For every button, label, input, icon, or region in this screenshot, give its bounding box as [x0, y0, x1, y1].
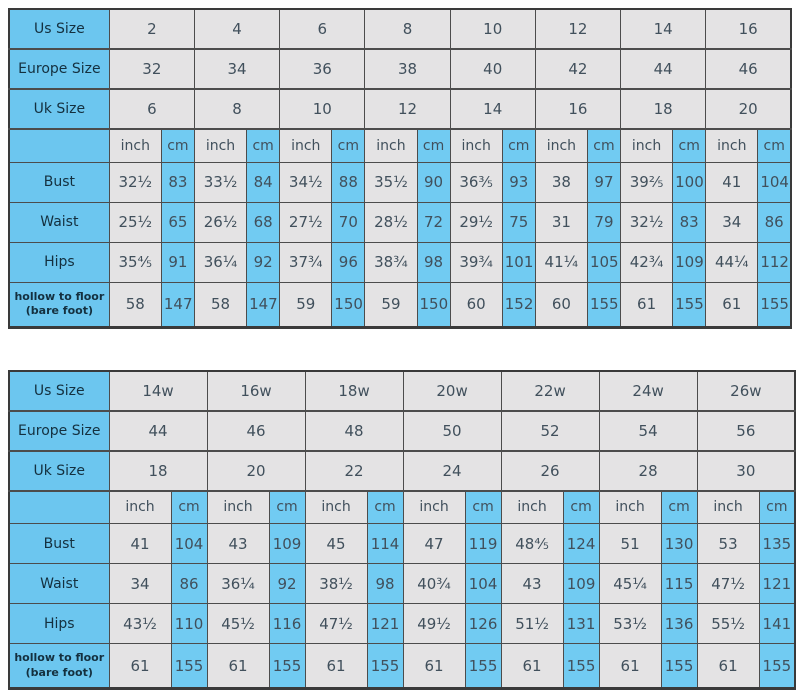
size-value-cell: 8 [194, 89, 279, 129]
size-value-cell: 32 [109, 49, 194, 89]
inch-value-cell: 41¼ [535, 242, 587, 282]
row-label-waist: Waist [9, 564, 109, 604]
cm-value-cell: 92 [269, 564, 305, 604]
cm-value-cell: 130 [661, 524, 697, 564]
cm-value-cell: 155 [758, 282, 791, 327]
standard-size-chart [8, 8, 792, 329]
inch-unit-cell: inch [450, 129, 502, 162]
inch-value-cell: 47½ [697, 564, 759, 604]
cm-value-cell: 155 [367, 644, 403, 689]
cm-value-cell: 86 [758, 202, 791, 242]
inch-value-cell: 34 [706, 202, 758, 242]
inch-unit-cell: inch [706, 129, 758, 162]
cm-value-cell: 141 [759, 604, 795, 644]
inch-value-cell: 47½ [305, 604, 367, 644]
cm-value-cell: 104 [171, 524, 207, 564]
row-label-bust: Bust [9, 162, 109, 202]
cm-value-cell: 86 [171, 564, 207, 604]
size-value-cell: 22 [305, 451, 403, 491]
cm-value-cell: 104 [465, 564, 501, 604]
size-value-cell: 14 [621, 9, 706, 49]
inch-value-cell: 44¼ [706, 242, 758, 282]
row-label-line1: hollow to floor [14, 651, 105, 665]
inch-value-cell: 36¼ [207, 564, 269, 604]
size-value-cell: 22w [501, 371, 599, 411]
inch-value-cell: 40¾ [403, 564, 465, 604]
inch-value-cell: 61 [403, 644, 465, 689]
cm-unit-cell: cm [563, 491, 599, 524]
cm-value-cell: 98 [417, 242, 450, 282]
cm-value-cell: 119 [465, 524, 501, 564]
size-value-cell: 28 [599, 451, 697, 491]
cm-value-cell: 135 [759, 524, 795, 564]
inch-value-cell: 34 [109, 564, 171, 604]
cm-value-cell: 155 [269, 644, 305, 689]
size-value-cell: 54 [599, 411, 697, 451]
size-value-cell: 34 [194, 49, 279, 89]
cm-value-cell: 109 [673, 242, 706, 282]
inch-value-cell: 51 [599, 524, 661, 564]
size-value-cell: 46 [207, 411, 305, 451]
inch-unit-cell: inch [501, 491, 563, 524]
inch-value-cell: 58 [194, 282, 246, 327]
size-value-cell: 24w [599, 371, 697, 411]
size-value-cell: 52 [501, 411, 599, 451]
unit-row-label [9, 491, 109, 524]
inch-value-cell: 58 [109, 282, 161, 327]
size-value-cell: 36 [280, 49, 365, 89]
row-label-us-size: Us Size [9, 371, 109, 411]
cm-value-cell: 91 [161, 242, 194, 282]
size-value-cell: 8 [365, 9, 450, 49]
size-value-cell: 50 [403, 411, 501, 451]
inch-value-cell: 41 [109, 524, 171, 564]
cm-value-cell: 65 [161, 202, 194, 242]
cm-value-cell: 155 [661, 644, 697, 689]
cm-value-cell: 121 [759, 564, 795, 604]
cm-value-cell: 100 [673, 162, 706, 202]
inch-value-cell: 41 [706, 162, 758, 202]
inch-value-cell: 33½ [194, 162, 246, 202]
inch-value-cell: 61 [501, 644, 563, 689]
size-value-cell: 56 [697, 411, 795, 451]
inch-unit-cell: inch [109, 491, 171, 524]
cm-value-cell: 150 [332, 282, 365, 327]
cm-value-cell: 98 [367, 564, 403, 604]
inch-value-cell: 43½ [109, 604, 171, 644]
cm-unit-cell: cm [171, 491, 207, 524]
cm-value-cell: 83 [161, 162, 194, 202]
cm-value-cell: 72 [417, 202, 450, 242]
row-label-europe-size: Europe Size [9, 49, 109, 89]
inch-value-cell: 61 [697, 644, 759, 689]
cm-value-cell: 109 [269, 524, 305, 564]
size-value-cell: 6 [280, 9, 365, 49]
inch-unit-cell: inch [280, 129, 332, 162]
size-value-cell: 12 [365, 89, 450, 129]
cm-unit-cell: cm [332, 129, 365, 162]
inch-value-cell: 36¼ [194, 242, 246, 282]
inch-value-cell: 38 [535, 162, 587, 202]
cm-value-cell: 147 [161, 282, 194, 327]
inch-value-cell: 27½ [280, 202, 332, 242]
size-value-cell: 26w [697, 371, 795, 411]
size-value-cell: 16 [706, 9, 791, 49]
cm-value-cell: 110 [171, 604, 207, 644]
size-value-cell: 16 [535, 89, 620, 129]
row-label-line2: (bare foot) [25, 304, 93, 317]
cm-value-cell: 147 [247, 282, 280, 327]
cm-unit-cell: cm [465, 491, 501, 524]
inch-value-cell: 43 [501, 564, 563, 604]
size-value-cell: 6 [109, 89, 194, 129]
size-value-cell: 30 [697, 451, 795, 491]
cm-value-cell: 96 [332, 242, 365, 282]
inch-value-cell: 31 [535, 202, 587, 242]
inch-value-cell: 53 [697, 524, 759, 564]
inch-value-cell: 48⅘ [501, 524, 563, 564]
row-label-hips: Hips [9, 604, 109, 644]
cm-value-cell: 92 [247, 242, 280, 282]
inch-value-cell: 61 [706, 282, 758, 327]
inch-unit-cell: inch [109, 129, 161, 162]
inch-value-cell: 61 [109, 644, 171, 689]
cm-unit-cell: cm [269, 491, 305, 524]
cm-unit-cell: cm [673, 129, 706, 162]
cm-value-cell: 79 [587, 202, 620, 242]
size-value-cell: 18 [621, 89, 706, 129]
cm-value-cell: 83 [673, 202, 706, 242]
inch-value-cell: 43 [207, 524, 269, 564]
inch-value-cell: 59 [365, 282, 417, 327]
cm-value-cell: 68 [247, 202, 280, 242]
unit-row-label [9, 129, 109, 162]
inch-value-cell: 29½ [450, 202, 502, 242]
row-label-uk-size: Uk Size [9, 451, 109, 491]
cm-value-cell: 126 [465, 604, 501, 644]
cm-value-cell: 88 [332, 162, 365, 202]
size-value-cell: 42 [535, 49, 620, 89]
cm-value-cell: 150 [417, 282, 450, 327]
size-value-cell: 18w [305, 371, 403, 411]
inch-value-cell: 55½ [697, 604, 759, 644]
cm-unit-cell: cm [502, 129, 535, 162]
row-label-hollow-to-floor [9, 282, 109, 327]
plus-size-chart [8, 370, 796, 691]
inch-value-cell: 25½ [109, 202, 161, 242]
inch-unit-cell: inch [403, 491, 465, 524]
cm-unit-cell: cm [417, 129, 450, 162]
cm-unit-cell: cm [161, 129, 194, 162]
inch-unit-cell: inch [365, 129, 417, 162]
inch-unit-cell: inch [305, 491, 367, 524]
inch-value-cell: 53½ [599, 604, 661, 644]
row-label-line2: (bare foot) [25, 665, 93, 679]
cm-value-cell: 84 [247, 162, 280, 202]
inch-value-cell: 61 [621, 282, 673, 327]
row-label-line1: hollow to floor [14, 289, 105, 303]
row-label-bust: Bust [9, 524, 109, 564]
inch-value-cell: 45¼ [599, 564, 661, 604]
inch-unit-cell: inch [194, 129, 246, 162]
inch-value-cell: 38½ [305, 564, 367, 604]
cm-unit-cell: cm [661, 491, 697, 524]
cm-value-cell: 70 [332, 202, 365, 242]
cm-value-cell: 104 [758, 162, 791, 202]
inch-unit-cell: inch [599, 491, 661, 524]
inch-unit-cell: inch [621, 129, 673, 162]
inch-value-cell: 35½ [365, 162, 417, 202]
inch-value-cell: 51½ [501, 604, 563, 644]
cm-value-cell: 155 [563, 644, 599, 689]
inch-unit-cell: inch [697, 491, 759, 524]
inch-value-cell: 45½ [207, 604, 269, 644]
size-value-cell: 14w [109, 371, 207, 411]
row-label-hips: Hips [9, 242, 109, 282]
row-label-waist: Waist [9, 202, 109, 242]
cm-unit-cell: cm [758, 129, 791, 162]
cm-value-cell: 75 [502, 202, 535, 242]
cm-value-cell: 109 [563, 564, 599, 604]
inch-value-cell: 35⅘ [109, 242, 161, 282]
cm-value-cell: 155 [171, 644, 207, 689]
cm-unit-cell: cm [587, 129, 620, 162]
cm-value-cell: 115 [661, 564, 697, 604]
size-value-cell: 10 [280, 89, 365, 129]
size-value-cell: 16w [207, 371, 305, 411]
cm-value-cell: 155 [673, 282, 706, 327]
inch-unit-cell: inch [535, 129, 587, 162]
inch-value-cell: 49½ [403, 604, 465, 644]
inch-value-cell: 61 [305, 644, 367, 689]
inch-value-cell: 37¾ [280, 242, 332, 282]
size-value-cell: 38 [365, 49, 450, 89]
size-value-cell: 4 [194, 9, 279, 49]
inch-value-cell: 38¾ [365, 242, 417, 282]
inch-value-cell: 61 [207, 644, 269, 689]
inch-value-cell: 34½ [280, 162, 332, 202]
size-value-cell: 44 [621, 49, 706, 89]
cm-value-cell: 152 [502, 282, 535, 327]
cm-unit-cell: cm [247, 129, 280, 162]
size-value-cell: 18 [109, 451, 207, 491]
inch-value-cell: 36⅗ [450, 162, 502, 202]
size-value-cell: 46 [706, 49, 791, 89]
size-value-cell: 14 [450, 89, 535, 129]
inch-value-cell: 28½ [365, 202, 417, 242]
inch-value-cell: 32½ [109, 162, 161, 202]
cm-value-cell: 93 [502, 162, 535, 202]
inch-value-cell: 32½ [621, 202, 673, 242]
inch-value-cell: 47 [403, 524, 465, 564]
size-value-cell: 48 [305, 411, 403, 451]
cm-value-cell: 124 [563, 524, 599, 564]
inch-unit-cell: inch [207, 491, 269, 524]
cm-unit-cell: cm [367, 491, 403, 524]
cm-unit-cell: cm [759, 491, 795, 524]
cm-value-cell: 136 [661, 604, 697, 644]
inch-value-cell: 61 [599, 644, 661, 689]
inch-value-cell: 60 [535, 282, 587, 327]
row-label-hollow-to-floor [9, 644, 109, 689]
cm-value-cell: 112 [758, 242, 791, 282]
inch-value-cell: 59 [280, 282, 332, 327]
inch-value-cell: 26½ [194, 202, 246, 242]
cm-value-cell: 105 [587, 242, 620, 282]
cm-value-cell: 155 [465, 644, 501, 689]
cm-value-cell: 155 [587, 282, 620, 327]
cm-value-cell: 114 [367, 524, 403, 564]
row-label-europe-size: Europe Size [9, 411, 109, 451]
cm-value-cell: 121 [367, 604, 403, 644]
cm-value-cell: 131 [563, 604, 599, 644]
size-value-cell: 24 [403, 451, 501, 491]
cm-value-cell: 155 [759, 644, 795, 689]
size-value-cell: 20 [207, 451, 305, 491]
size-value-cell: 40 [450, 49, 535, 89]
inch-value-cell: 42¾ [621, 242, 673, 282]
cm-value-cell: 90 [417, 162, 450, 202]
size-chart-tables [8, 8, 792, 690]
size-value-cell: 10 [450, 9, 535, 49]
cm-value-cell: 97 [587, 162, 620, 202]
size-value-cell: 44 [109, 411, 207, 451]
size-value-cell: 2 [109, 9, 194, 49]
inch-value-cell: 39¾ [450, 242, 502, 282]
inch-value-cell: 60 [450, 282, 502, 327]
row-label-us-size: Us Size [9, 9, 109, 49]
size-value-cell: 26 [501, 451, 599, 491]
cm-value-cell: 101 [502, 242, 535, 282]
size-value-cell: 20 [706, 89, 791, 129]
inch-value-cell: 45 [305, 524, 367, 564]
cm-value-cell: 116 [269, 604, 305, 644]
inch-value-cell: 39⅖ [621, 162, 673, 202]
size-value-cell: 12 [535, 9, 620, 49]
size-value-cell: 20w [403, 371, 501, 411]
row-label-uk-size: Uk Size [9, 89, 109, 129]
